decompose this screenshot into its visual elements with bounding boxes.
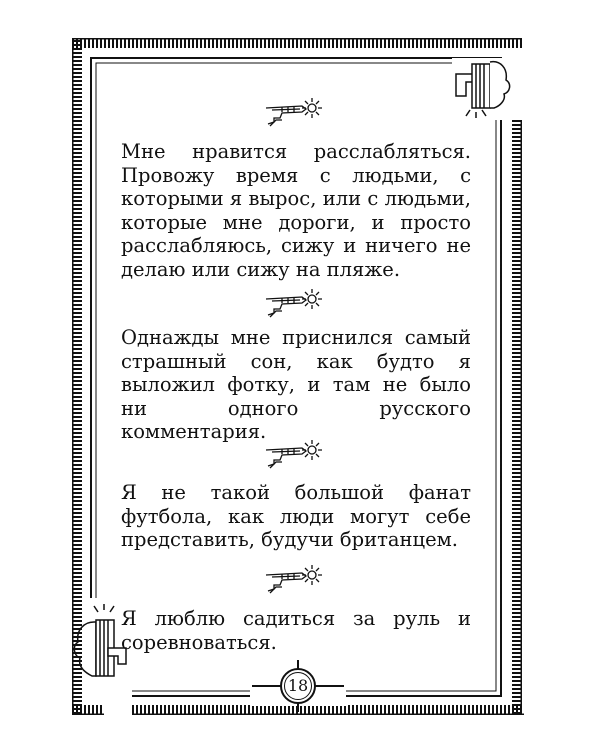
spur-gun-ornament-icon (262, 287, 326, 321)
paragraph-1: Мне нравится расслабляться. Провожу время с людьми, с которыми я вырос, или с людьми, которые мне дороги, и просто расслабляюсь, сижу и ничего не делаю или сижу на пляже. (121, 140, 471, 281)
spur-gun-ornament-icon (262, 96, 326, 130)
paragraph-3: Я не такой большой фанат футбола, как люди могут себе представить, будучи британцем. (121, 481, 471, 551)
page-number: 18 (287, 676, 309, 695)
spur-gun-ornament-icon (262, 563, 326, 597)
paragraph-4: Я люблю садиться за руль и соревноваться. (121, 607, 471, 654)
paragraph-2: Однажды мне приснился самый страшный сон, как будто я выложил фотку, и там не было ни одного русского комментария. (121, 326, 471, 443)
corner-decoration-top-right (452, 58, 522, 120)
